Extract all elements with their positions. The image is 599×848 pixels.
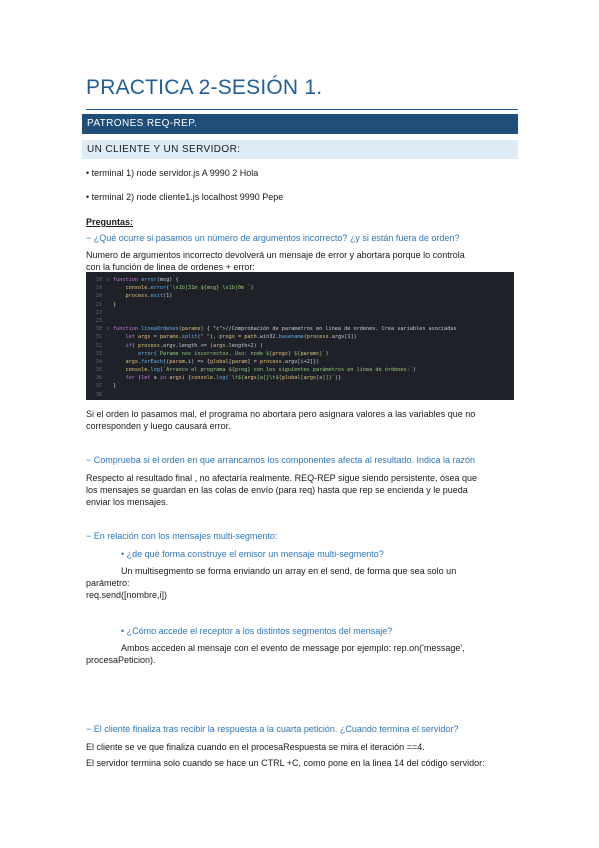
answer-2-line-1: Respecto al resultado final , no afectaría realmente. REQ-REP sigue siendo persistente, ósea que [86,473,478,483]
answer-3b-line-1: Ambos acceden al mensaje con el evento de message por ejemplo: rep.on('message', [121,643,465,653]
code-line [86,309,514,317]
code-line [86,284,514,292]
code-line-text: } [113,383,117,390]
fold-chevron-icon [106,374,113,382]
code-line-number: 18 [95,277,102,283]
code-line [86,333,514,341]
code-line [86,350,514,358]
code-line [86,317,514,325]
code-line [86,366,514,374]
code-line [86,276,514,284]
question-1: − ¿Qué ocurre si pasamos un número de argumentos incorrecto? ¿y si están fuera de orden? [86,233,460,243]
answer-4-line-2: El servidor termina solo cuando se hace un CTRL +C, como pone en la linea 14 del código servidor: [86,758,485,768]
question-2: − Comprueba si el orden en que arrancamos los componentes afecta al resultado. Indica la razón [86,455,475,465]
code-line-text: console.log(`Arranco el programa ${prog} con los siguientes parámetros en línea de órdenes:`) [125,367,416,374]
code-line-number: 19 [95,285,102,292]
code-line-number: 35 [95,367,102,374]
code-line-number: 21 [95,301,102,308]
fold-chevron-icon [106,358,113,366]
answer-4-line-1: El cliente se ve que finaliza cuando en el procesaRespuesta se mira el iteración ==4. [86,742,425,752]
code-line-number: 22 [95,309,102,316]
code-line-text: for (let a in args) {console.log(`\t${args[a]}\t${global[args[a]]}`)} [125,375,342,382]
fold-chevron-icon [106,284,113,292]
code-line [86,342,514,350]
answer-3a-line-2: parámetro: [86,578,130,588]
code-line-text: function error(msg) { [113,277,179,283]
subsection-heading-band: UN CLIENTE Y UN SERVIDOR: [82,140,518,159]
answer-3b-line-2: procesaPeticion). [86,655,156,665]
code-line-text: console.error(`\x1b[31m ${msg} \x1b[0m `) [125,285,254,292]
question-3b: • ¿Cómo accede el receptor a los distintos segmentos del mensaje? [121,626,393,636]
code-screenshot [86,272,514,400]
code-line [86,391,514,399]
preguntas-heading: Preguntas: [86,217,134,227]
fold-chevron-icon [106,317,113,325]
answer-1-after-line-1: Si el orden lo pasamos mal, el programa no abortara pero asignara valores a las variables que no [86,409,476,419]
fold-chevron-icon [106,382,113,390]
code-line-number: 23 [95,317,102,324]
code-line-number: 33 [95,350,102,357]
answer-2-line-3: enviar los mensajes. [86,497,169,507]
code-line-text: } [113,301,117,308]
answer-2-line-2: los mensajes se guardan en las colas de envío (para req) hasta que rep se encienda y le pueda [86,485,468,495]
answer-3a-line-3: req.send([nombre,i]) [86,590,168,600]
fold-chevron-icon: ∨ [106,326,110,333]
code-line-number: 37 [95,383,102,390]
question-3a: • ¿de qué forma construye el emisor un mensaje multi-segmento? [121,549,384,559]
code-line-text: function lineaOrdenes(params) { "c">//Comprobación de parametros en linea de ordenes. Crea variables asociadas [113,326,457,333]
code-line-number: 36 [95,375,102,382]
code-line-number: 32 [95,342,102,349]
code-line [86,325,514,333]
fold-chevron-icon [106,333,113,341]
title-underline [86,109,518,110]
code-line-text: error(`Parame nos incorrectos. Uso: node ${progs} ${params}`) [138,350,329,357]
code-line [86,374,514,382]
code-line-number: 38 [95,391,102,398]
fold-chevron-icon [106,391,113,399]
fold-chevron-icon [106,342,113,350]
code-line [86,301,514,309]
answer-1-line-1: Numero de argumentos incorrecto devolverá un mensaje de error y abortara porque lo controla [86,250,465,260]
code-line [86,292,514,300]
code-line-text: args.forEach((param,i) => {global[param] = process.argv[i+2]}) [125,358,320,365]
fold-chevron-icon [106,292,113,300]
page-title: PRACTICA 2-SESIÓN 1. [86,76,323,99]
code-line [86,382,514,390]
code-line-text: process.exit(1) [125,293,173,300]
code-line [86,358,514,366]
code-line-number: 30 [95,326,102,333]
fold-chevron-icon [106,301,113,309]
fold-chevron-icon: ∨ [106,277,110,283]
code-line-number: 20 [95,293,102,300]
question-3: − En relación con los mensajes multi-segmento: [86,531,278,541]
fold-chevron-icon [106,366,113,374]
answer-1-line-2: con la función de linea de ordenes + error: [86,262,255,272]
question-4: − El cliente finaliza tras recibir la respuesta a la cuarta petición. ¿Cuando termina el servidor? [86,724,459,734]
code-line-number: 34 [95,358,102,365]
command-terminal-2: • terminal 2) node cliente1.js localhost 9990 Pepe [86,192,284,202]
code-line-number: 31 [95,334,102,341]
fold-chevron-icon [106,309,113,317]
code-line-text: let args = params.split(" "), progs = path.win32.basename(process.argv[1]) [125,334,357,341]
answer-3a-line-1: Un multisegmento se forma enviando un array en el send, de forma que sea solo un [121,566,457,576]
fold-chevron-icon [106,350,113,358]
answer-1-after-line-2: corresponden y luego causará error. [86,421,231,431]
section-heading-band: PATRONES REQ-REP. [82,114,518,134]
code-line-text: if( process.argv.length <= (args.length+2) ) [125,342,263,349]
command-terminal-1: • terminal 1) node servidor.js A 9990 2 Hola [86,168,259,178]
